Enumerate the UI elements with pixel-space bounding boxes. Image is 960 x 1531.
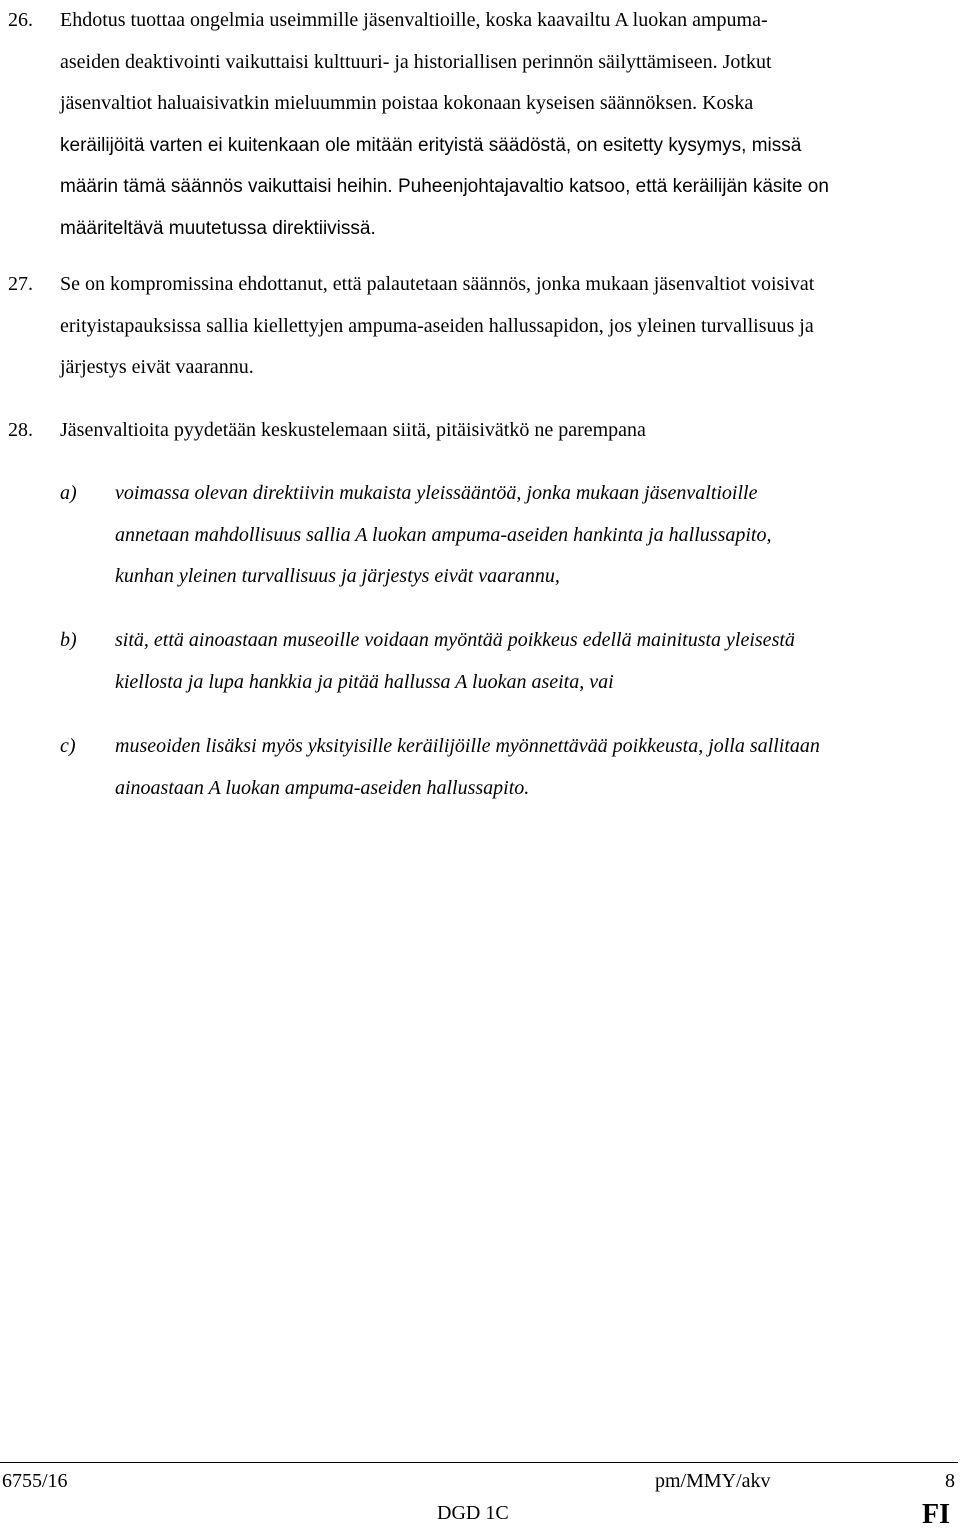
footer-divider — [0, 1462, 958, 1463]
paragraph-28 — [8, 410, 960, 452]
paragraph-number: 27. — [8, 273, 33, 295]
list-item-letter: b) — [60, 629, 77, 651]
list-item-line: sitä, että ainoastaan museoille voidaan myöntää poikkeus edellä mainitusta yleisestä — [115, 629, 795, 651]
list-item-line: kunhan yleinen turvallisuus ja järjestys eivät vaarannu, — [115, 565, 560, 587]
footer-document-number: 6755/16 — [2, 1470, 68, 1492]
list-item-line: ainoastaan A luokan ampuma-aseiden hallussapito. — [115, 776, 530, 799]
paragraph-line: jäsenvaltiot haluaisivatkin mieluummin poistaa kokonaan kyseisen säännöksen. Koska — [60, 92, 754, 114]
footer-language-code: FI — [922, 1499, 950, 1530]
list-item-body — [115, 726, 960, 809]
paragraph-number: 28. — [8, 419, 33, 441]
paragraph-line: määrin tämä säännös vaikuttaisi heihin. Puheenjohtajavaltio katsoo, että keräilijän käsite on — [60, 176, 829, 197]
list-item-c — [60, 726, 960, 809]
list-item-line: voimassa olevan direktiivin mukaista yleissääntöä, jonka mukaan jäsenvaltioille — [115, 482, 758, 504]
paragraph-line: erityistapauksissa sallia kiellettyjen ampuma-aseiden hallussapidon, jos yleinen turvallisuus ja — [60, 314, 814, 337]
paragraph-27 — [8, 264, 960, 389]
list-item-line: kiellosta ja lupa hankkia ja pitää hallussa A luokan aseita, vai — [115, 670, 614, 693]
list-item-a — [60, 473, 960, 598]
paragraph-body — [60, 0, 960, 249]
paragraph-number: 26. — [8, 9, 33, 31]
list-item-line: museoiden lisäksi myös yksityisille keräilijöille myönnettävää poikkeusta, jolla sallitaan — [115, 735, 820, 757]
list-item-letter: a) — [60, 482, 77, 504]
paragraph-line: järjestys eivät vaarannu. — [60, 356, 254, 378]
list-item-letter: c) — [60, 735, 76, 757]
list-item-line: annetaan mahdollisuus sallia A luokan ampuma-aseiden hankinta ja hallussapito, — [115, 523, 772, 546]
paragraph-body — [60, 410, 960, 452]
paragraph-line: Ehdotus tuottaa ongelmia useimmille jäsenvaltioille, koska kaavailtu A luokan ampuma- — [60, 9, 768, 31]
paragraph-line: aseiden deaktivointi vaikuttaisi kulttuuri- ja historiallisen perinnön säilyttämiseen. Jotkut — [60, 50, 772, 73]
list-item-body — [115, 620, 960, 703]
footer-department: DGD 1C — [437, 1502, 509, 1524]
list-item-b — [60, 620, 960, 703]
paragraph-body — [60, 264, 960, 389]
list-item-body — [115, 473, 960, 598]
footer-page-number: 8 — [945, 1470, 955, 1492]
paragraph-line: keräilijöitä varten ei kuitenkaan ole mitään erityistä säädöstä, on esitetty kysymys, missä — [60, 134, 802, 156]
paragraph-line: Jäsenvaltioita pyydetään keskustelemaan siitä, pitäisivätkö ne parempana — [60, 419, 646, 441]
paragraph-line: määriteltävä muutetussa direktiivissä. — [60, 217, 376, 239]
footer-initials: pm/MMY/akv — [655, 1470, 771, 1492]
paragraph-26 — [8, 0, 960, 249]
paragraph-line: Se on kompromissina ehdottanut, että palautetaan säännös, jonka mukaan jäsenvaltiot voisivat — [60, 273, 815, 295]
